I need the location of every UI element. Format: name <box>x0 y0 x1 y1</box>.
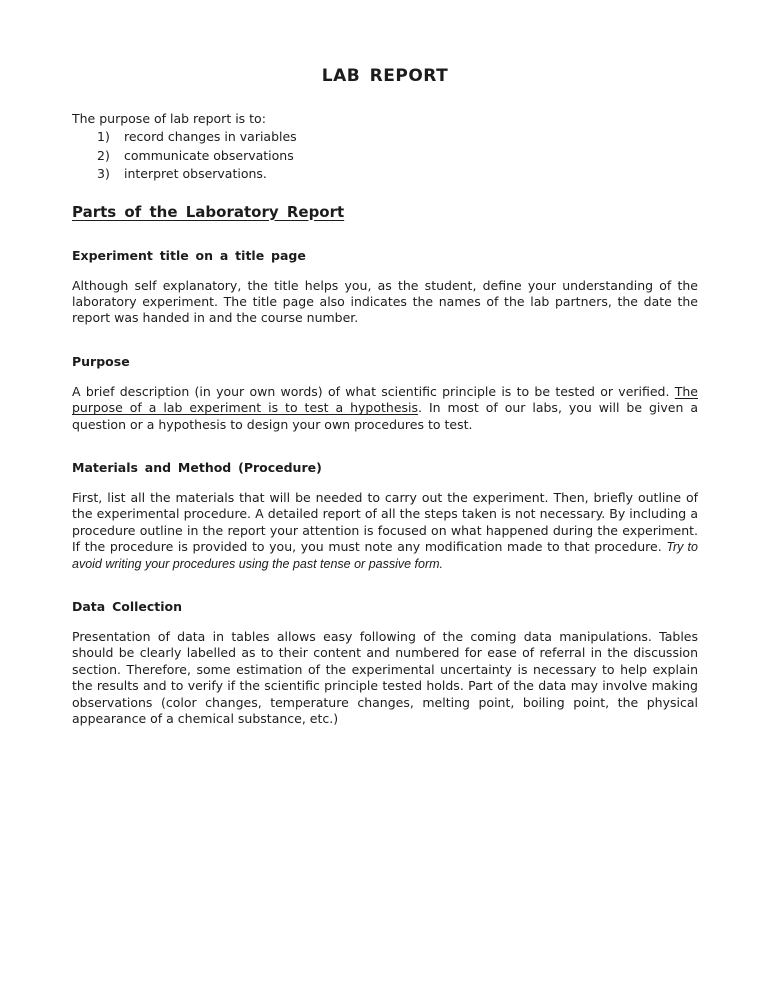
paragraph-text: Presentation of data in tables allows easy following of the coming data manipulations. Tables should be clearly labelled as to their content and numbered for ease of referral in the discussion section. Therefore, some estimation of the experimental uncertainty is necessary to help explain the results and to verify if the scientific principle tested holds. Part of the data may involve making observations (color changes, temperature changes, melting point, boiling point, the physical appearance of a chemical substance, etc.) <box>72 628 698 726</box>
paragraph <box>72 490 698 572</box>
list-item-number: 2) <box>97 147 110 163</box>
paragraph <box>72 384 698 433</box>
section-heading: Purpose <box>72 353 130 369</box>
main-heading-parts-of-report: Parts of the Laboratory Report <box>72 202 345 221</box>
document-title: LAB REPORT <box>321 66 449 86</box>
section-data-collection <box>72 599 698 727</box>
underlined-text: The purpose of a lab experiment is to test a hypothesis <box>72 383 698 416</box>
list-item-number: 3) <box>97 166 110 181</box>
paragraph-text: First, list all the materials that will be needed to carry out the experiment. Then, briefly outline of the experimental procedure. A detailed report of all the steps taken is not necessary. By including a procedure outline in the report your attention is focused on what happened during the experiment. If the procedure is provided to you, you must note any modification made to that procedure. <box>72 489 698 555</box>
section-materials-and-method <box>72 460 698 572</box>
list-item <box>97 128 698 147</box>
paragraph <box>72 629 698 727</box>
italic-text: Try to avoid writing your procedures using the past tense or passive form. <box>72 540 698 571</box>
list-item <box>97 147 698 166</box>
list-item-number: 1) <box>97 129 110 144</box>
section-heading: Data Collection <box>72 598 183 614</box>
purpose-list <box>72 128 698 184</box>
section-heading: Materials and Method (Procedure) <box>72 459 322 475</box>
paragraph-text: . In most of our labs, you will be given a question or a hypothesis to design your own procedures to test. <box>72 400 698 432</box>
section-experiment-title <box>72 248 698 327</box>
list-item-text: record changes in variables <box>124 129 297 144</box>
list-item <box>97 165 698 184</box>
paragraph <box>72 278 698 327</box>
section-heading: Experiment title on a title page <box>72 247 306 263</box>
section-purpose <box>72 354 698 433</box>
paragraph-text: A brief description (in your own words) of what scientific principle is to be tested or verified. <box>72 383 675 399</box>
list-item-text: communicate observations <box>124 147 294 163</box>
intro-lead: The purpose of lab report is to: <box>72 111 266 126</box>
paragraph-text: Although self explanatory, the title helps you, as the student, define your understanding of the laboratory experiment. The title page also indicates the names of the lab partners, the date the report was handed in and the course number. <box>72 277 698 326</box>
list-item-text: interpret observations. <box>124 166 267 181</box>
